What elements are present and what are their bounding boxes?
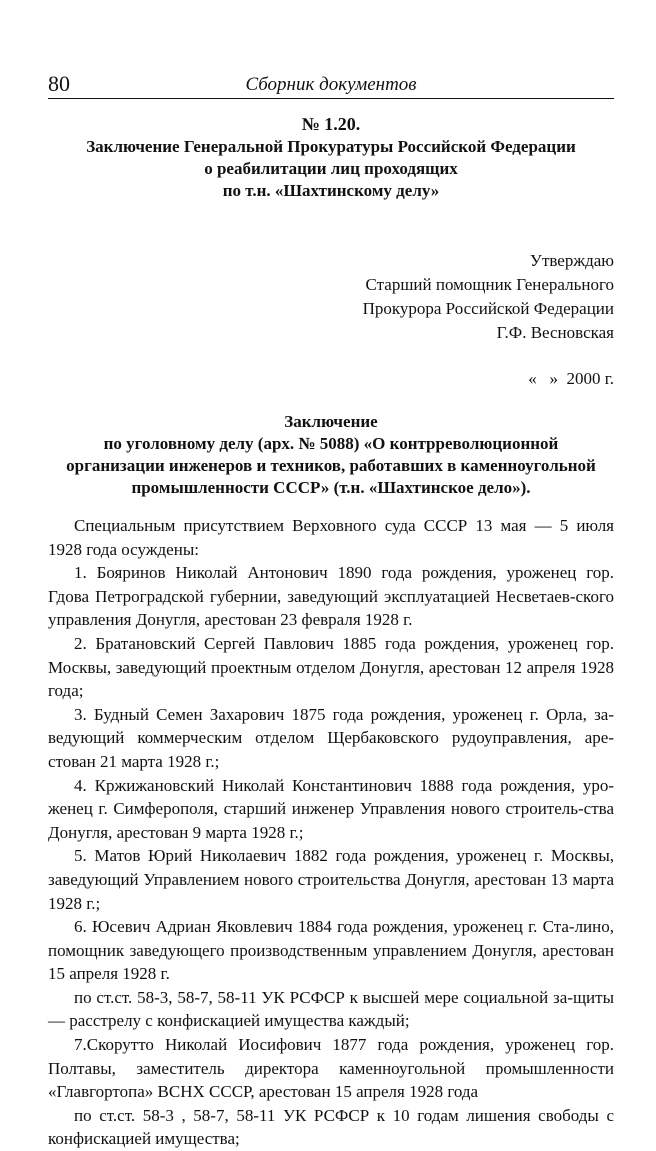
approval-signatory: Г.Ф. Весновская — [496, 323, 614, 342]
body-paragraph: 6. Юсевич Адриан Яковлевич 1884 года рождения, уроженец г. Ста-лино, помощник заведующего производственным управлением Донугля, арестован 15 апреля 1928 г. — [48, 917, 614, 984]
page-number: 80 — [48, 71, 70, 96]
conclusion-subtitle-line: промышленности СССР» (т.н. «Шахтинское дело»). — [131, 478, 531, 497]
document-page — [48, 68, 614, 1151]
conclusion-subtitle-line: по уголовному делу (арх. № 5088) «О контрреволюционной — [103, 434, 559, 453]
approval-date-text: « » 2000 г. — [528, 369, 614, 388]
approval-line: Прокурора Российской Федерации — [362, 299, 614, 318]
conclusion-heading: Заключение — [284, 412, 378, 431]
document-title-line: о реабилитации лиц проходящих — [204, 159, 458, 178]
document-title — [48, 136, 614, 202]
document-title-line: Заключение Генеральной Прокуратуры Российской Федерации — [86, 137, 576, 156]
body-paragraph: 7.Скорутто Николай Иосифович 1877 года рождения, уроженец гор. Полтавы, заместитель директора каменноугольной промышленности «Главгортопа» ВСНХ СССР, арестован 15 апреля 1928 года — [48, 1035, 614, 1102]
body-paragraph: 3. Будный Семен Захарович 1875 года рождения, уроженец г. Орла, за-ведующий коммерческим отделом Щербаковского рудоуправления, аре-стован 21 марта 1928 г.; — [48, 704, 614, 771]
approval-block — [48, 249, 614, 345]
approval-line: Утверждаю — [529, 251, 614, 270]
running-title: Сборник документов — [245, 74, 417, 95]
body-paragraph: Специальным присутствием Верховного суда СССР 13 мая — 5 июля 1928 года осуждены: — [48, 516, 614, 559]
body-paragraph: 5. Матов Юрий Николаевич 1882 года рождения, уроженец г. Москвы, заведующий Управлением нового строительства Донугля, арестован 13 марта 1928 г.; — [48, 846, 614, 913]
body-paragraph: 4. Кржижановский Николай Константинович 1888 года рождения, уро-женец г. Симферополя, старший инженер Управления нового строитель-ства Донугля, арестован 9 марта 1928 г.; — [48, 775, 614, 842]
body-paragraph: 1. Бояринов Николай Антонович 1890 года рождения, уроженец гор. Гдова Петроградской губернии, заведующий эксплуатацией Несветаев-ского управления Донугля, арестован 23 февраля 1928 г. — [48, 563, 614, 630]
body-paragraph: по ст.ст. 58-3, 58-7, 58-11 УК РСФСР к высшей мере социальной за-щиты — расстрелу с конфискацией имущества каждый; — [48, 987, 614, 1031]
conclusion-subtitle-line: организации инженеров и техников, работавших в каменноугольной — [66, 456, 596, 475]
body-text — [48, 514, 614, 1151]
approval-date — [48, 367, 614, 391]
document-title-line: по т.н. «Шахтинскому делу» — [222, 181, 440, 200]
body-paragraph: по ст.ст. 58-3 , 58-7, 58-11 УК РСФСР к 10 годам лишения свободы с конфискацией имущества; — [48, 1105, 614, 1149]
approval-line: Старший помощник Генерального — [365, 275, 614, 294]
running-header — [48, 68, 614, 99]
document-number: № 1.20. — [301, 114, 361, 134]
conclusion-subtitle — [48, 433, 614, 499]
body-paragraph: 2. Братановский Сергей Павлович 1885 года рождения, уроженец гор. Москвы, заведующий проектным отделом Донугля, арестован 12 апреля 1928 года; — [48, 633, 614, 701]
